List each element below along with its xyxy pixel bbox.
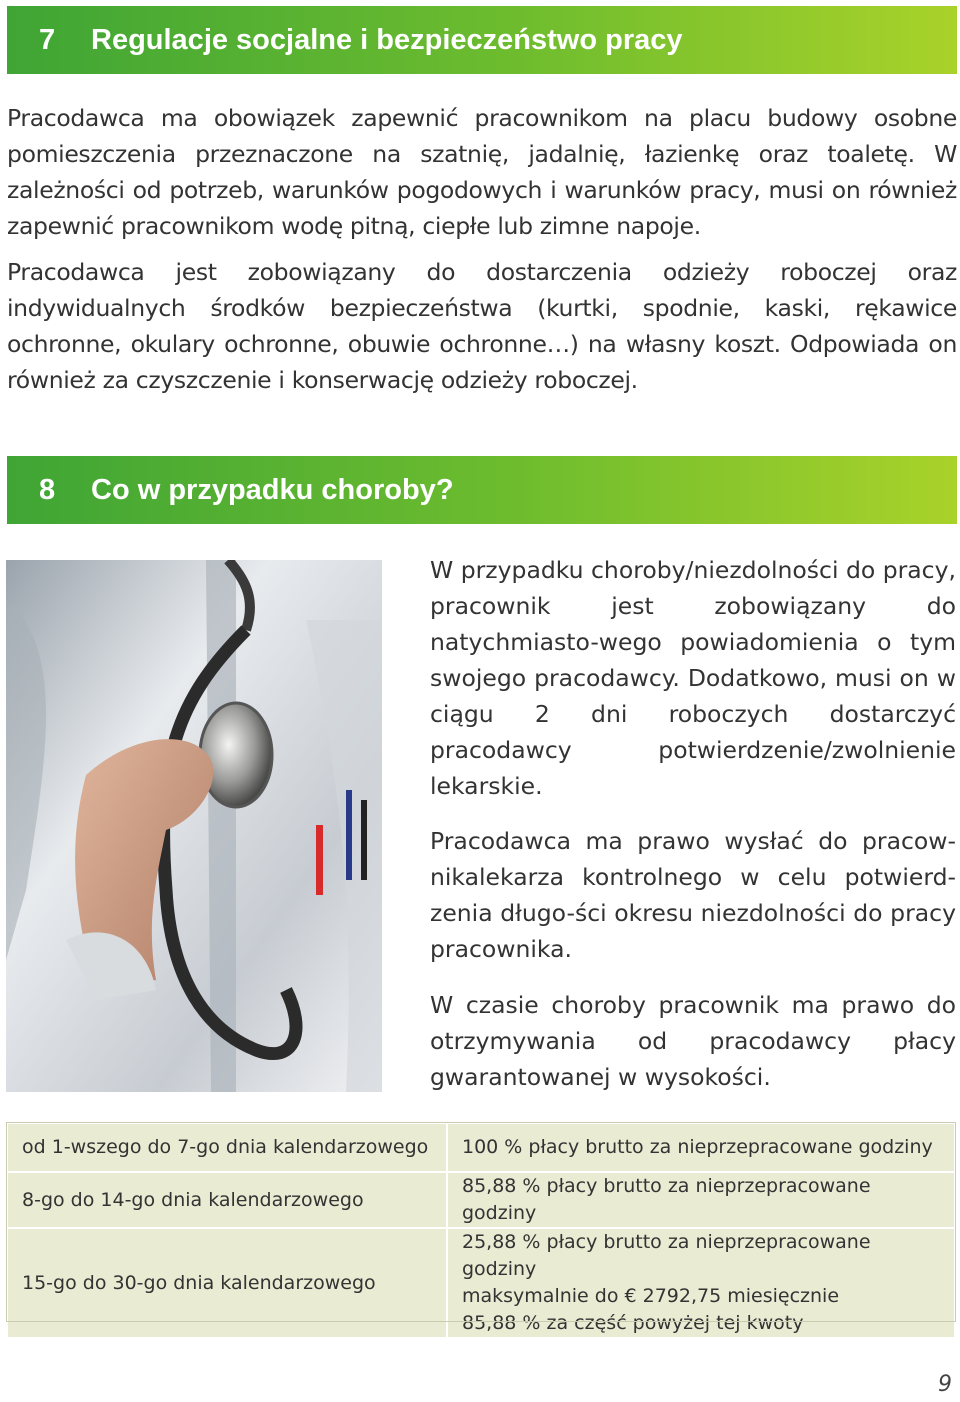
section-8-number: 8 (39, 473, 56, 506)
section-8-paragraph-3: W czasie choroby pracownik ma prawo do otrzymywania od pracodawcy płacy gwarantowanej w wysokości. (430, 991, 956, 1091)
section-8-paragraph-2: Pracodawca ma prawo wysłać do pracow-nikalekarza kontrolnego w celu potwierd-zenia długo-ści okresu niezdolności do pracy pracownika. (430, 827, 956, 963)
pay-line: maksymalnie do € 2792,75 miesięcznie (462, 1285, 840, 1307)
section-7-header (7, 6, 957, 74)
pay-line: 85,88 % za część powyżej tej kwoty (462, 1312, 804, 1334)
pay-cell (447, 1228, 955, 1338)
table-row (7, 1123, 955, 1172)
section-7-paragraph-2: Pracodawca jest zobowiązany do dostarczenia odzieży roboczej oraz indywidualnych środków bezpieczeństwa (kurtki, spodnie, kaski, rękawice ochronne, okulary ochronne, obuwie ochronne…) na własny koszt. Odpowiada on również za czyszczenie i konserwację odzieży roboczej. (7, 258, 957, 394)
pay-line: 100 % płacy brutto za nieprzepracowane godziny (462, 1136, 933, 1158)
table-row (7, 1228, 955, 1338)
pay-cell (447, 1172, 955, 1228)
table-row (7, 1172, 955, 1228)
pay-line: 25,88 % płacy brutto za nieprzepracowane godziny (462, 1231, 871, 1280)
page-number: 9 (938, 1372, 952, 1397)
sick-pay-table (6, 1122, 956, 1339)
section-8-paragraph-1: W przypadku choroby/niezdolności do pracy, pracownik jest zobowiązany do natychmiasto-wego powiadomienia o tym swojego pracodawcy. Dodatkowo, musi on w ciągu 2 dni roboczych dostarczyć pracodawcy potwierdzenie/zwolnienie lekarskie. (430, 556, 956, 800)
pay-line: 85,88 % płacy brutto za nieprzepracowane godziny (462, 1175, 871, 1224)
section-8-title: Co w przypadku choroby? (91, 473, 454, 506)
period-cell: 15-go do 30-go dnia kalendarzowego (7, 1228, 447, 1338)
pay-cell (447, 1123, 955, 1172)
period-cell: od 1-wszego do 7-go dnia kalendarzowego (7, 1123, 447, 1172)
period-cell: 8-go do 14-go dnia kalendarzowego (7, 1172, 447, 1228)
doctor-stethoscope-photo (6, 560, 382, 1092)
section-7-title: Regulacje socjalne i bezpieczeństwo pracy (91, 23, 683, 56)
section-7-paragraph-1: Pracodawca ma obowiązek zapewnić pracownikom na placu budowy osobne pomieszczenia przeznaczone na szatnię, jadalnię, łazienkę oraz toaletę. W zależności od potrzeb, warunków pogodowych i warunków pracy, musi on również zapewnić pracownikom wodę pitną, ciepłe lub zimne napoje. (7, 104, 957, 240)
section-8-header (7, 456, 957, 524)
section-7-number: 7 (39, 23, 56, 56)
